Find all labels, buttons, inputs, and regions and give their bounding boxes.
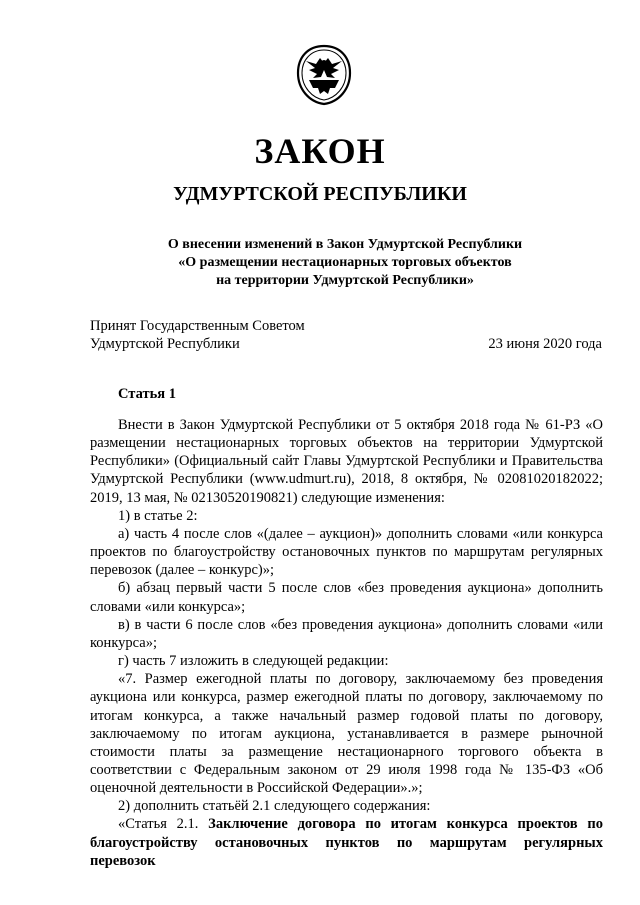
- paragraph: «7. Размер ежегодной платы по договору, заключаемому без проведения аукциона или конкурса, размер ежегодной платы по договору, заключаемому по итогам конкурса, а также начальный размер годовой платы по договору, заключаемому по итогам аукциона, устанавливается в размере рыночной стоимости платы за размещение нестационарного торгового объекта в соответствии с Федеральным законом от 29 июля 1998 года № 135-ФЗ «Об оценочной деятельности в Российской Федерации».»;: [90, 671, 603, 797]
- paragraph: г) часть 7 изложить в следующей редакции:: [118, 653, 389, 670]
- paragraph: Внести в Закон Удмуртской Республики от 5 октября 2018 года № 61-РЗ «О размещении нестационарных торговых объектов на территории Удмуртской Республики» (Официальный сайт Главы Удмуртской Республики и Правительства Удмуртской Республики (www.udmurt.ru), 2018, 8 октября, № 02081020182022; 2019, 13 мая, № 02130520190821) следующие изменения:: [90, 417, 603, 506]
- paragraph: 1) в статье 2:: [118, 507, 198, 524]
- law-name-line: «О размещении нестационарных торговых объектов: [178, 255, 512, 270]
- law-name-line: на территории Удмуртской Республики»: [216, 273, 474, 288]
- article-heading: Статья 1: [118, 386, 176, 402]
- paragraph: 2) дополнить статьёй 2.1 следующего содержания:: [118, 798, 431, 815]
- law-name-line: О внесении изменений в Закон Удмуртской Республики: [167, 237, 523, 252]
- paragraph: [90, 815, 603, 869]
- paragraph: в) в части 6 после слов «без проведения аукциона» дополнить словами «или конкурса»;: [90, 616, 603, 651]
- document-title: ЗАКОН: [254, 131, 386, 171]
- adoption-line: Принят Государственным Советом: [90, 318, 305, 334]
- adoption-date: 23 июня 2020 года: [488, 336, 602, 352]
- article-2-1-prefix: «Статья 2.1.: [118, 816, 209, 833]
- paragraph: б) абзац первый части 5 после слов «без проведения аукциона» дополнить словами «или конкурса»;: [90, 580, 603, 615]
- adoption-line: Удмуртской Республики: [90, 336, 240, 352]
- adoption-info: [90, 317, 305, 353]
- law-name: [0, 236, 640, 290]
- paragraph: а) часть 4 после слов «(далее – аукцион)» дополнить словами «или конкурса проектов по благоустройству остановочных пунктов по маршрутам регулярных перевозок (далее – конкурс)»;: [90, 525, 603, 579]
- article-body: [90, 416, 603, 870]
- article-2-1-title: Заключение договора по итогам конкурса проектов по благоустройству остановочных пунктов по маршрутам регулярных перевозок: [90, 816, 603, 869]
- document-subtitle: УДМУРТСКОЙ РЕСПУБЛИКИ: [173, 183, 467, 205]
- coat-of-arms-icon: [295, 44, 353, 106]
